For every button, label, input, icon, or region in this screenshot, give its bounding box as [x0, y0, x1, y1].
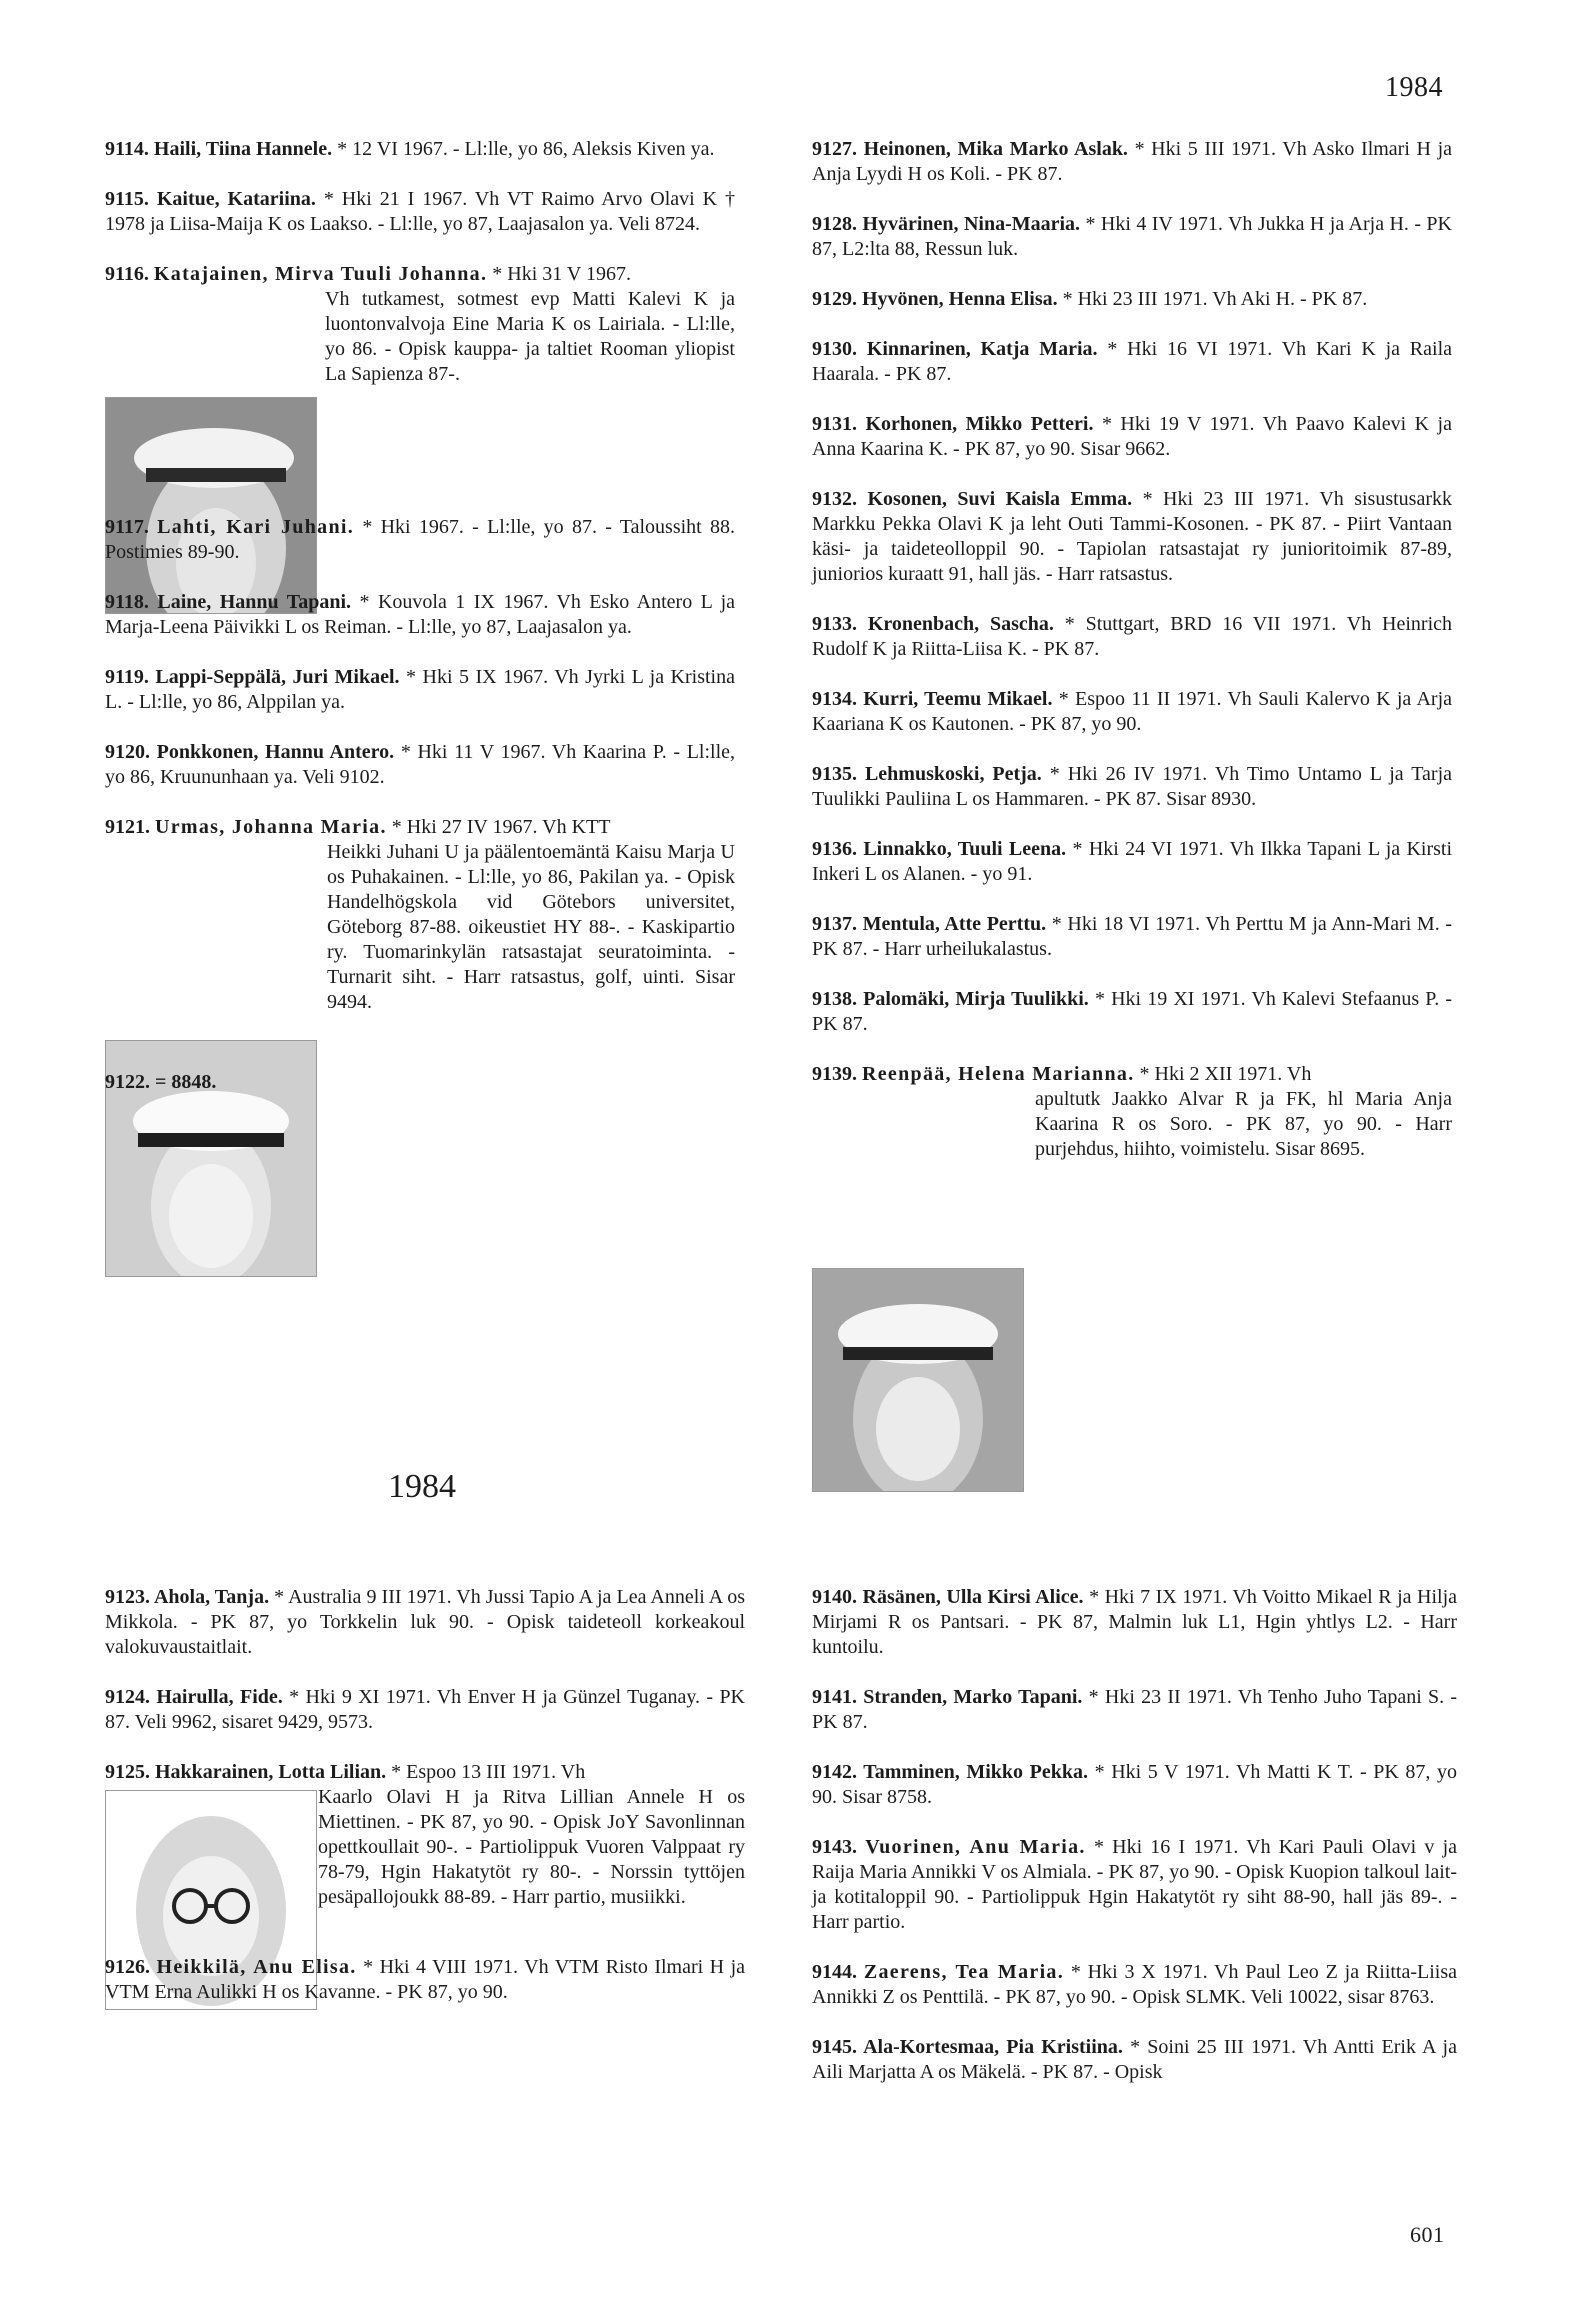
entry-9139: 9139. Reenpää, Helena Marianna. * Hki 2 XII 1971. Vh — [812, 1063, 1312, 1085]
entry-9131: 9131. Korhonen, Mikko Petteri. * Hki 19 V 1971. Vh Paavo Kalevi K ja Anna Kaarina K. - PK 87, yo 90. Sisar 9662. — [812, 413, 1452, 460]
running-head-year: 1984 — [1385, 72, 1443, 103]
entry-9121: 9121. Urmas, Johanna Maria. * Hki 27 IV 1967. Vh KTT — [105, 816, 611, 838]
entry-9126: 9126. Heikkilä, Anu Elisa. * Hki 4 VIII 1971. Vh VTM Risto Ilmari H ja VTM Erna Aulikki H os Kavanne. - PK 87, yo 90. — [105, 1956, 746, 2003]
entry-9142: 9142. Tamminen, Mikko Pekka. * Hki 5 V 1971. Vh Matti K T. - PK 87, yo 90. Sisar 8758. — [812, 1761, 1457, 1808]
entry-9141: 9141. Stranden, Marko Tapani. * Hki 23 II 1971. Vh Tenho Juho Tapani S. - PK 87. — [812, 1686, 1458, 1733]
entry-9132: 9132. Kosonen, Suvi Kaisla Emma. * Hki 23 III 1971. Vh sisustusarkk Markku Pekka Olavi K ja leht Outi Tammi-Kosonen. - PK 87. - Piirt Vantaan käsi- ja taideteolloppil 90. - Tapiolan ratsastajat ry junioritoimik 87-89, juniorios kuraatt 91, hall jäs. - Harr ratsastus. — [812, 488, 1452, 585]
entry-9137: 9137. Mentula, Atte Perttu. * Hki 18 VI 1971. Vh Perttu M ja Ann-Mari M. - PK 87. - Harr urheilukalastus. — [812, 913, 1453, 960]
entry-9140: 9140. Räsänen, Ulla Kirsi Alice. * Hki 7 IX 1971. Vh Voitto Mikael R ja Hilja Mirjami R os Pantsari. - PK 87, Malmin luk L1, Hgin yhtlys L2. - Harr kuntoilu. — [812, 1586, 1458, 1658]
entry-9119: 9119. Lappi-Seppälä, Juri Mikael. * Hki 5 IX 1967. Vh Jyrki L ja Kristina L. - Ll:lle, yo 86, Alppilan ya. — [105, 666, 735, 713]
entry-9145: 9145. Ala-Kortesmaa, Pia Kristiina. * Soini 25 III 1971. Vh Antti Erik A ja Aili Marjatta A os Mäkelä. - PK 87. - Opisk — [812, 2036, 1457, 2083]
entry-9114: 9114. Haili, Tiina Hannele. * 12 VI 1967. - Ll:lle, yo 86, Aleksis Kiven ya. — [105, 138, 715, 160]
entry-9118: 9118. Laine, Hannu Tapani. * Kouvola 1 IX 1967. Vh Esko Antero L ja Marja-Leena Päivikki L os Reiman. - Ll:lle, yo 87, Laajasalon ya. — [105, 591, 736, 638]
entry-9123: 9123. Ahola, Tanja. * Australia 9 III 1971. Vh Jussi Tapio A ja Lea Anneli A os Mikkola. - PK 87, yo Torkkelin luk 90. - Opisk taideteoll korkeakoul valokuvaustaitlait. — [105, 1586, 745, 1658]
entry-9120: 9120. Ponkkonen, Hannu Antero. * Hki 11 V 1967. Vh Kaarina P. - Ll:lle, yo 86, Kruununhaan ya. Veli 9102. — [105, 741, 736, 788]
entry-9127: 9127. Heinonen, Mika Marko Aslak. * Hki 5 III 1971. Vh Asko Ilmari H ja Anja Lyydi H os Koli. - PK 87. — [812, 138, 1453, 185]
entry-9115: 9115. Kaitue, Katariina. * Hki 21 I 1967. Vh VT Raimo Arvo Olavi K † 1978 ja Liisa-Maija K os Laakso. - Ll:lle, yo 87, Laajasalon ya. Veli 8724. — [105, 188, 736, 235]
entry-9128: 9128. Hyvärinen, Nina-Maaria. * Hki 4 IV 1971. Vh Jukka H ja Arja H. - PK 87, L2:lta 88, Ressun luk. — [812, 213, 1452, 260]
entry-9130: 9130. Kinnarinen, Katja Maria. * Hki 16 VI 1971. Vh Kari K ja Raila Haarala. - PK 87. — [812, 338, 1453, 385]
entry-9134: 9134. Kurri, Teemu Mikael. * Espoo 11 II 1971. Vh Sauli Kalervo K ja Arja Kaariana K os Kautonen. - PK 87, yo 90. — [812, 688, 1453, 735]
left-column-lower — [105, 1585, 745, 2005]
entry-9133: 9133. Kronenbach, Sascha. * Stuttgart, BRD 16 VII 1971. Vh Heinrich Rudolf K ja Riitta-Liisa K. - PK 87. — [812, 613, 1453, 660]
entry-9136: 9136. Linnakko, Tuuli Leena. * Hki 24 VI 1971. Vh Ilkka Tapani L ja Kirsti Inkeri L os Alanen. - yo 91. — [812, 838, 1453, 885]
entry-9129: 9129. Hyvönen, Henna Elisa. * Hki 23 III 1971. Vh Aki H. - PK 87. — [812, 288, 1368, 310]
entry-9116: 9116. Katajainen, Mirva Tuuli Johanna. * Hki 31 V 1967. — [105, 263, 631, 285]
portrait-photo-reenpaa — [812, 1268, 1024, 1492]
right-column-upper — [812, 137, 1452, 1162]
entry-9121-continued: Heikki Juhani U ja päälentoemäntä Kaisu Marja U os Puhakainen. - Ll:lle, yo 86, Pakilan ya. - Opisk Handelhögskola vid Götebors universitet, Göteborg 87-88. oikeustiet HY 88-. - Kaskipartio ry. Tuomarinkylän ratsastajat seuratoiminta. - Turnarit siht. - Harr ratsastus, golf, uinti. Sisar 9494. — [327, 841, 735, 1013]
entry-9122: 9122. = 8848. — [105, 1071, 217, 1093]
entry-9116-continued: Vh tutkamest, sotmest evp Matti Kalevi K ja luontonvalvoja Eine Maria K os Lairiala. - Ll:lle, yo 86. - Opisk kauppa- ja taltiet Rooman yliopist La Sapienza 87-. — [325, 288, 735, 385]
entry-9139-continued: apultutk Jaakko Alvar R ja FK, hl Maria Anja Kaarina R os Soro. - PK 87, yo 90. - Harr purjehdus, hiihto, voimistelu. Sisar 8695. — [1035, 1088, 1452, 1160]
entry-9138: 9138. Palomäki, Mirja Tuulikki. * Hki 19 XI 1971. Vh Kalevi Stefaanus P. - PK 87. — [812, 988, 1453, 1035]
entry-9143: 9143. Vuorinen, Anu Maria. * Hki 16 I 1971. Vh Kari Pauli Olavi v ja Raija Maria Annikki V os Almiala. - PK 87, yo 90. - Opisk Kuopion talkoul lait- ja kotitaloppil 90. - Partiolippuk Hgin Hakatytöt ry siht 88-90, hall jäs 89-. - Harr partio. — [812, 1836, 1458, 1933]
page-number: 601 — [1410, 2222, 1445, 2247]
section-heading-year: 1984 — [388, 1468, 456, 1505]
entry-9125: 9125. Hakkarainen, Lotta Lilian. * Espoo 13 III 1971. Vh — [105, 1761, 586, 1783]
entry-9135: 9135. Lehmuskoski, Petja. * Hki 26 IV 1971. Vh Timo Untamo L ja Tarja Tuulikki Pauliina L os Hammaren. - PK 87. Sisar 8930. — [812, 763, 1453, 810]
entry-9124: 9124. Hairulla, Fide. * Hki 9 XI 1971. Vh Enver H ja Günzel Tuganay. - PK 87. Veli 9962, sisaret 9429, 9573. — [105, 1686, 746, 1733]
right-column-lower — [812, 1585, 1457, 2085]
entry-9117: 9117. Lahti, Kari Juhani. * Hki 1967. - Ll:lle, yo 87. - Taloussiht 88. Postimies 89-90. — [105, 516, 736, 563]
left-column-upper — [105, 137, 735, 1095]
entry-9144: 9144. Zaerens, Tea Maria. * Hki 3 X 1971. Vh Paul Leo Z ja Riitta-Liisa Annikki Z os Penttilä. - PK 87, yo 90. - Opisk SLMK. Veli 10022, sisar 8763. — [812, 1961, 1458, 2008]
entry-9125-continued: Kaarlo Olavi H ja Ritva Lillian Annele H os Miettinen. - PK 87, yo 90. - Opisk JoY Savonlinnan opettkoullait 90-. - Partiolippuk Vuoren Valppaat ry 78-79, Hgin Hakatytöt ry 80-. - Norssin tyttöjen pesäpallojoukk 88-89. - Harr partio, musiikki. — [318, 1786, 745, 1908]
